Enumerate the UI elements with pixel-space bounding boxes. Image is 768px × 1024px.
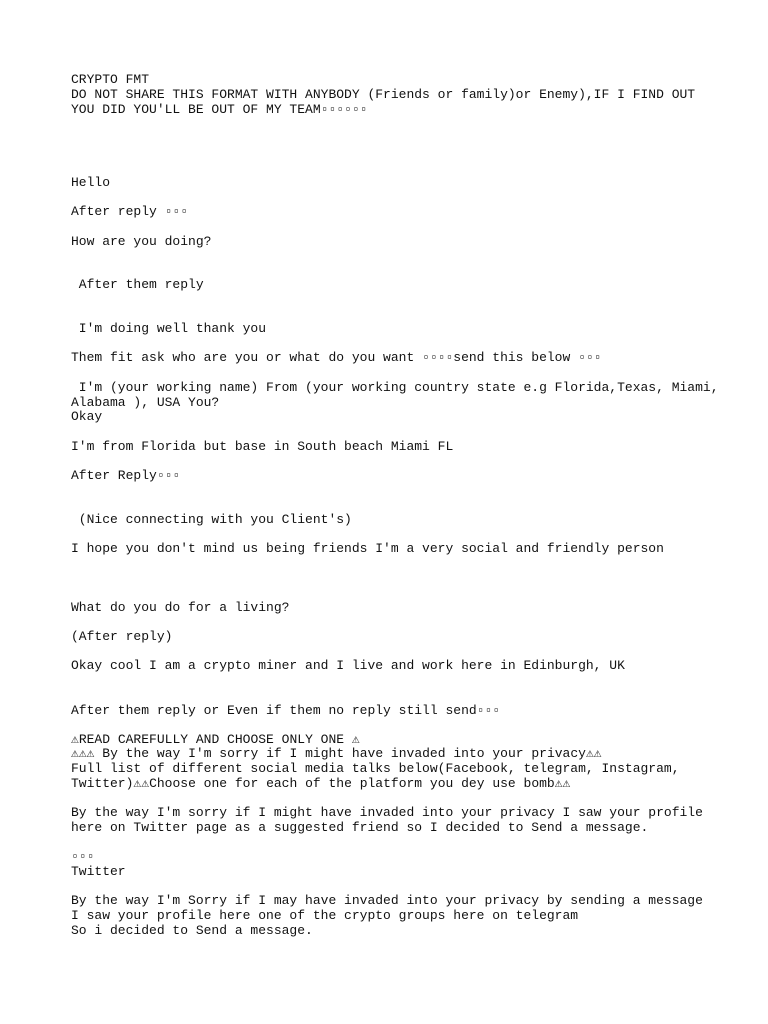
text-line: So i decided to Send a message. xyxy=(71,923,313,938)
text-line: (After reply) xyxy=(71,629,173,644)
document-title: CRYPTO FMT xyxy=(71,72,150,87)
text-line: ⚠READ CAREFULLY AND CHOOSE ONLY ONE ⚠ xyxy=(71,732,360,747)
text-line: ▫▫▫ xyxy=(71,849,95,864)
text-line: I saw your profile here one of the crypto groups here on telegram xyxy=(71,908,579,923)
text-line: Them fit ask who are you or what do you want ▫▫▫▫send this below ▫▫▫ xyxy=(71,350,602,365)
text-line: I'm from Florida but base in South beach Miami FL xyxy=(71,439,454,454)
text-line: ⚠⚠⚠ By the way I'm sorry if I might have invaded into your privacy⚠⚠ xyxy=(71,746,602,761)
warning-line-2: YOU DID YOU'LL BE OUT OF MY TEAM▫▫▫▫▫▫ xyxy=(71,102,368,117)
text-line: After them reply xyxy=(71,277,204,292)
text-line: I'm doing well thank you xyxy=(71,321,267,336)
text-line: Okay xyxy=(71,409,103,424)
text-line: After them reply or Even if them no reply still send▫▫▫ xyxy=(71,703,501,718)
text-line: I hope you don't mind us being friends I'm a very social and friendly person xyxy=(71,541,664,556)
text-line: After Reply▫▫▫ xyxy=(71,468,181,483)
text-line: What do you do for a living? xyxy=(71,600,290,615)
text-line: here on Twitter page as a suggested friend so I decided to Send a message. xyxy=(71,820,649,835)
text-line: Hello xyxy=(71,175,111,190)
text-line: Twitter)⚠⚠Choose one for each of the platform you dey use bomb⚠⚠ xyxy=(71,776,571,791)
text-line: After reply ▫▫▫ xyxy=(71,204,189,219)
text-line: Full list of different social media talks below(Facebook, telegram, Instagram, xyxy=(71,761,680,776)
text-line: Okay cool I am a crypto miner and I live and work here in Edinburgh, UK xyxy=(71,658,625,673)
text-line: (Nice connecting with you Client's) xyxy=(71,512,352,527)
text-line: How are you doing? xyxy=(71,234,212,249)
text-line: I'm (your working name) From (your working country state e.g Florida,Texas, Miami, xyxy=(71,380,719,395)
text-line: Twitter xyxy=(71,864,126,879)
text-line: By the way I'm sorry if I might have invaded into your privacy I saw your profile xyxy=(71,805,703,820)
warning-line-1: DO NOT SHARE THIS FORMAT WITH ANYBODY (Friends or family)or Enemy),IF I FIND OUT xyxy=(71,87,696,102)
text-line: Alabama ), USA You? xyxy=(71,395,220,410)
text-line: By the way I'm Sorry if I may have invaded into your privacy by sending a message xyxy=(71,893,703,908)
